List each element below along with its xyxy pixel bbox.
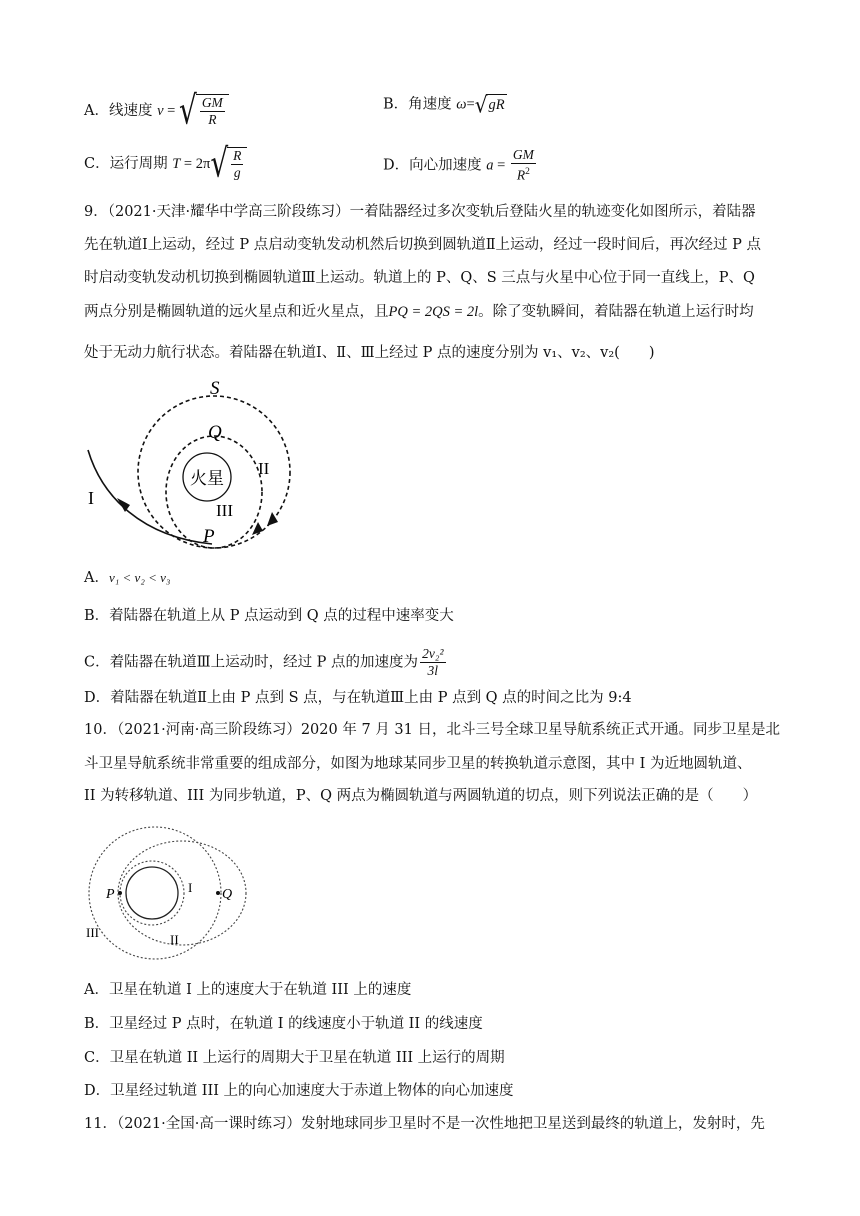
q9-option-c: C．着陆器在轨道Ⅲ上运动时，经过 P 点的加速度为 $\frac{\text{2v₂²}}{3l}$ [84,646,444,678]
label-p: P [203,526,215,547]
label-i: I [188,880,193,895]
q9-stem-line1: 9．（2021·天津·耀华中学高三阶段练习）一着陆器经过多次变轨后登陆火星的轨迹变化如图所示，着陆器 [84,204,756,220]
q9-option-b: B．着陆器在轨道上从 P 点运动到 Q 点的过程中速率变大 [84,608,454,624]
label-ii: II [258,459,270,478]
label-q: Q [222,887,233,902]
q9-option-d: D．着陆器在轨道Ⅱ上由 P 点到 S 点，与在轨道Ⅲ上由 P 点到 Q 点的时间之比为 9:4 [84,690,632,706]
mars-label: 火星 [190,469,224,488]
q10-stem-line1: 10．（2021·河南·高三阶段练习）2020 年 7 月 31 日，北斗三号全球卫星导航系统正式开通。同步卫星是北 [84,722,780,738]
q8-option-a: A．线速度 v = √ $\frac{GM}{R}$ [84,94,229,128]
earth-circle [126,867,178,919]
q9-stem-line3: 时启动变轨发动机切换到椭圆轨道Ⅲ上运动。轨道上的 P、Q、S 三点与火星中心位于同一直线上，P、Q [84,270,755,286]
q8-option-d: D．向心加速度 a = $\frac{GM}{R^2}$ [383,147,534,183]
orbit-i-arrow [117,498,130,512]
label-i: I [88,488,94,508]
point-q [216,891,220,895]
label-p: P [106,887,115,902]
label-s: S [210,378,220,399]
q11-stem-line1: 11．（2021·全国·高一课时练习）发射地球同步卫星时不是一次性地把卫星送到最终的轨道上，发射时，先 [84,1116,765,1132]
q8-option-b: B．角速度 ω=√gR [383,91,505,118]
q9-stem-line5: 处于无动力航行状态。着陆器在轨道Ⅰ、Ⅱ、Ⅲ上经过 P 点的速度分别为 v₁、v₂、v₂( ) [84,345,655,361]
label-iii: III [86,925,99,940]
orbit-iii-arrow [252,522,263,535]
label-q: Q [208,422,222,443]
q10-option-c: C．卫星在轨道 II 上运行的周期大于卫星在轨道 III 上运行的周期 [84,1050,505,1066]
q9-stem-line2: 先在轨道Ⅰ上运动，经过 P 点启动变轨发动机然后切换到圆轨道Ⅱ上运动，经过一段时间后，再次经过 P 点 [84,237,762,253]
q10-option-d: D．卫星经过轨道 III 上的向心加速度大于赤道上物体的向心加速度 [84,1083,514,1099]
q8-option-c: C．运行周期 T = 2π√ $\frac{R}{g}$ [84,147,247,181]
q9-orbit-figure [82,372,312,557]
q10-orbit-figure [82,824,252,964]
label-ii: II [170,932,179,947]
q9-stem-line4: 两点分别是椭圆轨道的远火星点和近火星点，且PQ = 2QS = 2l。除了变轨瞬间，着陆器在轨道上运行时均 [84,304,754,320]
label-iii: III [216,501,233,520]
q10-option-a: A．卫星在轨道 I 上的速度大于在轨道 III 上的速度 [84,982,412,998]
point-p [118,891,122,895]
q10-stem-line3: II 为转移轨道、III 为同步轨道，P、Q 两点为椭圆轨道与两圆轨道的切点，则下列说法正确的是（ ） [84,788,758,804]
q9-option-a: A．v₁ < v₂ < v₃ [84,570,171,586]
q10-option-b: B．卫星经过 P 点时，在轨道 I 的线速度小于轨道 II 的线速度 [84,1016,483,1032]
q10-stem-line2: 斗卫星导航系统非常重要的组成部分，如图为地球某同步卫星的转换轨道示意图，其中 I 为近地圆轨道、 [84,756,752,772]
